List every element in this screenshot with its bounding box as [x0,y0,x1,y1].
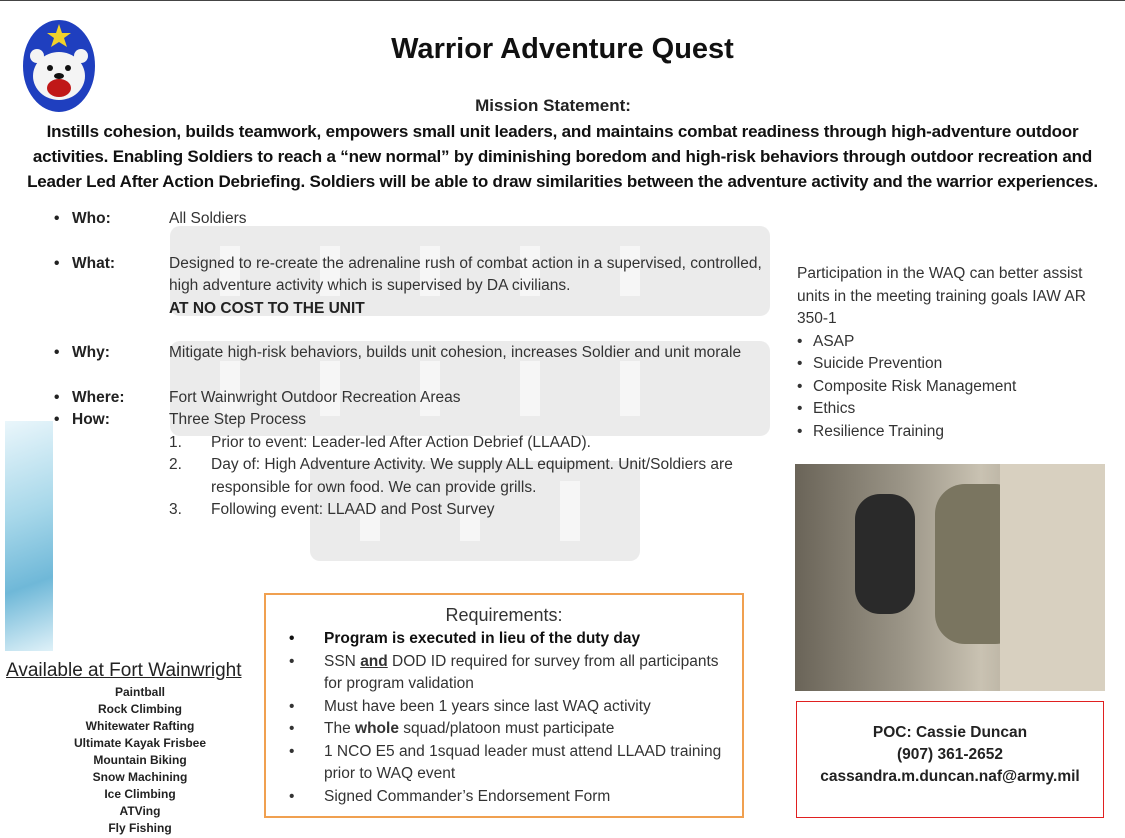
step-number: 2. [169,456,182,473]
where-label [54,387,169,410]
requirement-item: • Program is executed in lieu of the duty day [324,628,732,651]
requirements-box [264,593,744,818]
text: SSN [324,652,361,670]
training-intro: Participation in the WAQ can better assist units in the meeting training goals IAW AR 350-1 [797,265,1086,327]
step-text: Day of: High Adventure Activity. We supply ALL equipment. Unit/Soldiers are responsible for own food. We can provide grills. [211,456,733,496]
activity-item: Mountain Biking [93,753,187,767]
step-number: 3. [169,501,182,518]
text: squad/platoon must participate [398,720,615,737]
what-emphasis: AT NO COST TO THE UNIT [169,299,365,317]
emphasis: whole [355,720,399,737]
activity-item: Ultimate Kayak Frisbee [73,736,207,750]
label-text: What: [72,254,116,272]
poc-phone: (907) 361-2652 [897,746,1003,763]
requirement-item: • Must have been 1 years since last WAQ activity [324,696,732,719]
mission-statement: Instills cohesion, builds teamwork, empowers small unit leaders, and maintains combat readiness through high-adventure outdoor activities. Enabling Soldiers to reach a “new normal” by diminishing boredom and high-risk behaviors through outdoor recreation and Leader Led After Action Debriefing. Soldiers will be able to draw similarities between the adventure activity and the warrior experiences. [27,122,1098,191]
why-text: Mitigate high-risk behaviors, builds unit cohesion, increases Soldier and unit morale [169,344,742,361]
where-text: Fort Wainwright Outdoor Recreation Areas [169,388,461,406]
mission-heading: Mission Statement: [475,96,631,115]
step-text: Following event: LLAAD and Post Survey [211,501,495,518]
requirement-item [324,718,732,741]
requirement-item [324,651,732,696]
training-item: • ASAP [813,331,1117,354]
steps-list [169,432,779,522]
how-label [54,409,169,522]
text: The [324,720,356,737]
requirements-heading: Requirements: [445,605,563,625]
step-number: 1. [169,433,182,451]
poc-box [796,701,1104,818]
who-text: All Soldiers [169,210,247,227]
activity-item: Rock Climbing [97,702,182,716]
activity-item: Ice Climbing [104,787,176,801]
label-text: How: [72,411,110,428]
who-label [54,208,169,231]
requirement-item: • Signed Commander’s Endorsement Form [324,786,732,809]
training-item: • Suicide Prevention [813,353,1117,376]
activity-item: Fly Fishing [108,821,172,835]
label-text: Who: [72,210,111,227]
what-text [169,253,779,321]
step-text: Prior to event: Leader-led After Action Debrief (LLAAD). [211,433,591,451]
what-label [54,253,169,321]
training-item: • Composite Risk Management [813,376,1117,399]
what-description: Designed to re-create the adrenaline rush of combat action in a supervised, controlled, high adventure activity which is supervised by DA civilians. [169,254,762,294]
activity-item: Snow Machining [92,770,188,784]
training-item: • Resilience Training [813,421,1117,444]
label-text: Why: [72,344,110,361]
activity-item: Paintball [114,685,165,699]
poc-name: POC: Cassie Duncan [872,724,1028,741]
training-goals [797,263,1117,443]
text: DOD ID required for survey from all participants for program validation [324,652,719,692]
why-label [54,342,169,365]
activity-item: Whitewater Rafting [85,719,195,733]
details-list [54,208,779,522]
training-item: • Ethics [813,398,1117,421]
activity-item: ATVing [119,804,161,818]
how-summary: Three Step Process [169,411,306,428]
page-title: Warrior Adventure Quest [391,33,734,65]
label-text: Where: [72,388,125,406]
emphasis: and [360,652,388,670]
poc-email[interactable]: cassandra.m.duncan.naf@army.mil [820,768,1080,785]
how-text [169,409,779,522]
available-heading: Available at Fort Wainwright [6,660,242,681]
paintball-photo [795,464,1105,691]
activities-list [40,684,240,837]
requirement-item: • 1 NCO E5 and 1squad leader must attend LLAAD training prior to WAQ event [324,741,732,786]
